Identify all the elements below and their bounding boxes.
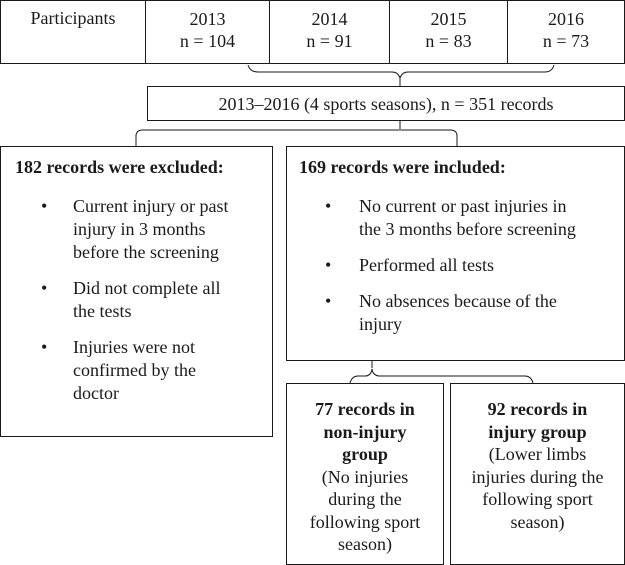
excluded-item [1, 277, 272, 323]
excluded-item-line: doctor [73, 383, 119, 403]
excluded-list [15, 195, 272, 405]
included-list [299, 195, 624, 336]
season-year: 2016 [548, 9, 584, 29]
non-injury-title-line: non-injury [323, 421, 407, 442]
season-cell-2015 [389, 0, 508, 64]
injury-desc-line: injuries during the [471, 466, 604, 487]
season-cell-2014 [269, 0, 390, 64]
bullet-icon: • [41, 337, 48, 357]
season-cell-2016 [507, 0, 625, 64]
season-year: 2013 [189, 9, 226, 29]
excluded-item-line: injury in 3 months [73, 219, 206, 239]
excluded-item-line: Did not complete all [73, 278, 221, 298]
groups-bracket [350, 369, 533, 383]
non-injury-desc-line: following sport [309, 511, 421, 532]
injury-title-line: injury group [488, 421, 587, 442]
excluded-item-line: before the screening [73, 242, 219, 262]
participants-label: Participants [30, 8, 116, 28]
season-count: n = 73 [542, 31, 590, 51]
excluded-item [1, 195, 272, 264]
excluded-item-line: the tests [73, 301, 132, 321]
included-item-line: Performed all tests [359, 255, 494, 275]
included-title: 169 records were included: [299, 157, 506, 177]
bullet-icon: • [325, 291, 332, 311]
injury-desc-line: following sport [482, 489, 593, 509]
total-records-label: 2013–2016 (4 sports seasons), n = 351 records [218, 94, 554, 114]
included-item [287, 290, 624, 336]
non-injury-title-line: 77 records in [315, 399, 415, 419]
bullet-icon: • [325, 255, 332, 275]
injury-group-box [450, 383, 625, 565]
bullet-icon: • [325, 196, 332, 216]
participants-header-cell [0, 0, 146, 64]
season-year: 2015 [430, 9, 467, 29]
included-item [287, 254, 624, 277]
season-cell-2013 [145, 0, 270, 64]
injury-desc-line: (Lower limbs [488, 444, 587, 464]
season-count: n = 91 [306, 31, 353, 51]
included-item-line: No absences because of the [359, 291, 557, 311]
excluded-item-line: Current injury or past [73, 196, 229, 216]
season-year: 2014 [311, 9, 348, 29]
non-injury-group-box [286, 383, 444, 565]
season-count: n = 104 [179, 31, 236, 51]
total-records-box [147, 86, 625, 121]
season-count: n = 83 [425, 31, 472, 51]
excluded-item-line: Injuries were not [73, 337, 195, 357]
excluded-item-line: confirmed by the [73, 360, 196, 380]
excluded-item [1, 336, 272, 405]
non-injury-desc-line: season) [338, 534, 392, 554]
excluded-title: 182 records were excluded: [15, 157, 224, 177]
split-bracket [136, 130, 457, 146]
included-item [287, 195, 624, 241]
injury-desc-line: season) [510, 511, 565, 532]
non-injury-desc-line: (No injuries [321, 466, 409, 487]
participants-bracket [248, 65, 554, 78]
excluded-panel [0, 146, 273, 437]
bullet-icon: • [41, 278, 48, 298]
included-item-line: the 3 months before screening [359, 219, 576, 239]
non-injury-desc-line: during the [328, 489, 402, 509]
non-injury-title-line: group [342, 444, 388, 464]
injury-title-line: 92 records in [487, 399, 588, 419]
included-item-line: No current or past injuries in [359, 196, 567, 216]
bullet-icon: • [41, 196, 48, 216]
included-item-line: injury [359, 314, 402, 334]
included-panel [286, 146, 625, 361]
